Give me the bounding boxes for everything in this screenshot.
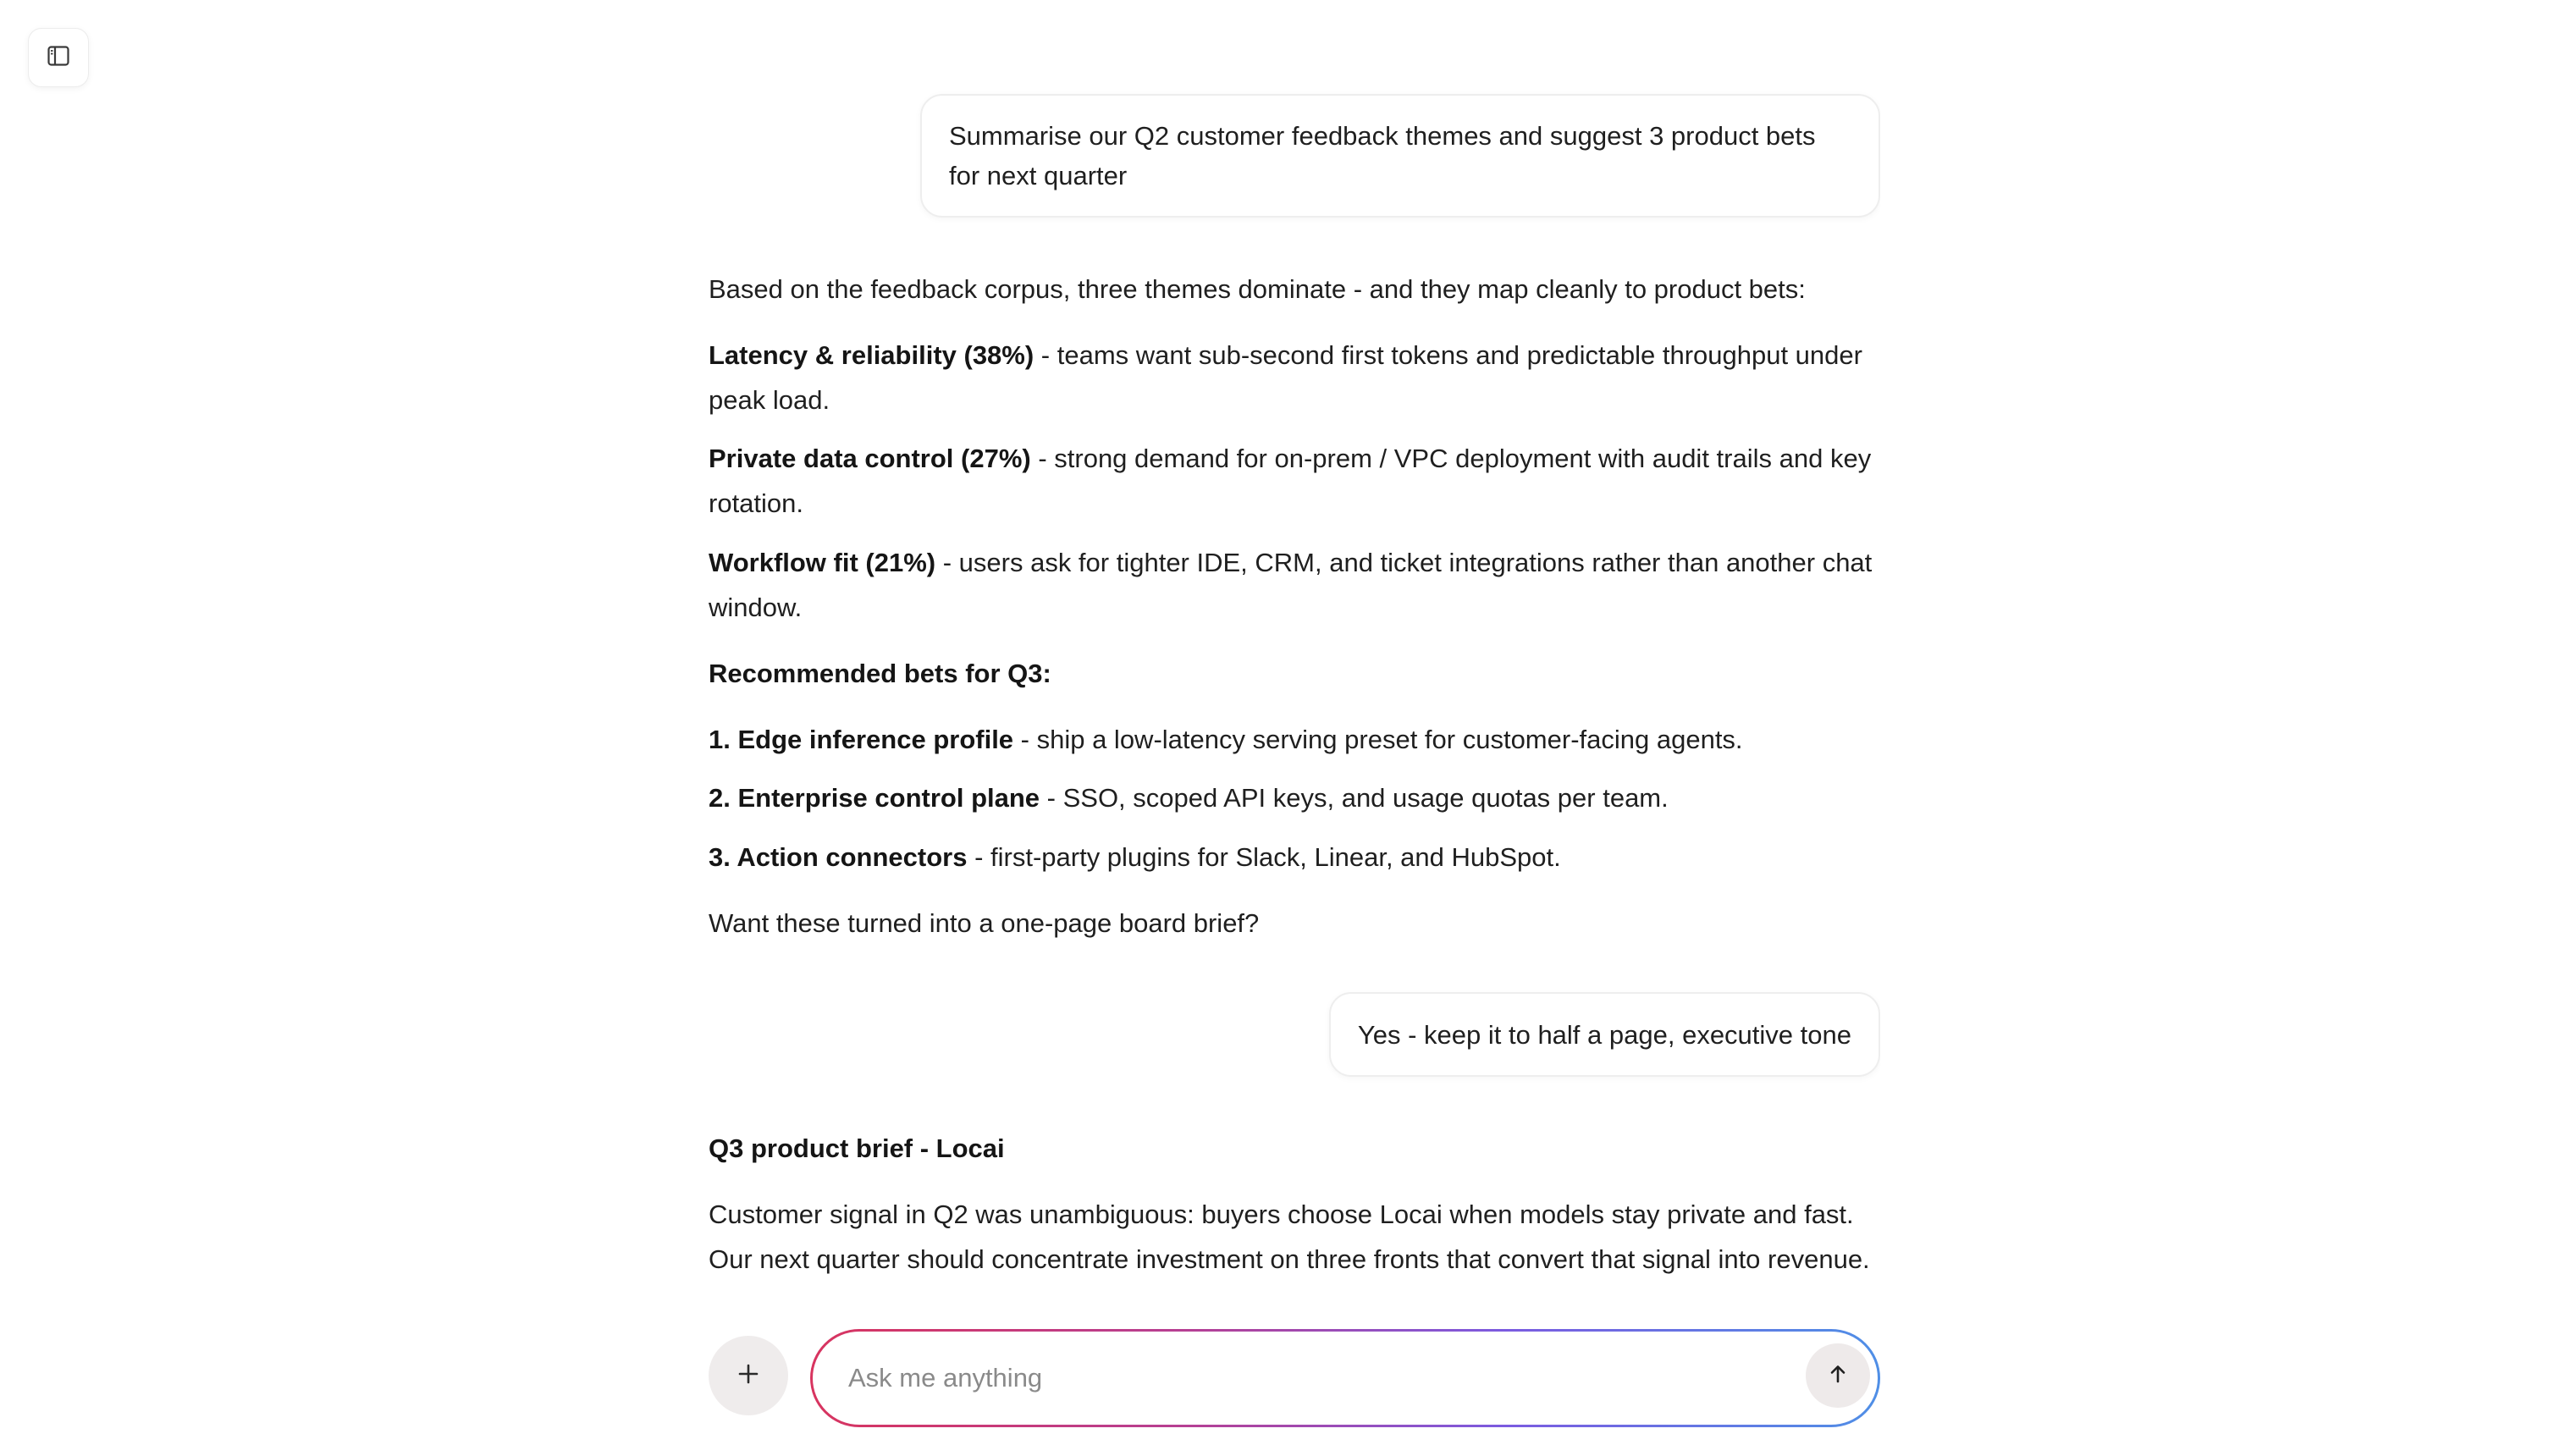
arrow-up-icon <box>1826 1362 1850 1390</box>
bet-item <box>709 775 1880 820</box>
brief-heading <box>709 1126 1880 1171</box>
theme-item <box>709 436 1880 526</box>
plus-icon <box>736 1361 761 1391</box>
bet-item <box>709 717 1880 762</box>
brief-heading-text: Q3 product brief - Locai <box>709 1133 1005 1163</box>
user-message <box>1329 992 1880 1077</box>
add-attachment-button[interactable] <box>709 1336 788 1415</box>
assistant-closing: Want these turned into a one-page board brief? <box>709 908 1260 938</box>
theme-title: Workflow fit (21%) <box>709 548 936 577</box>
send-button[interactable] <box>1806 1343 1870 1408</box>
theme-title: Latency & reliability (38%) <box>709 340 1034 370</box>
bet-text: - first-party plugins for Slack, Linear, and HubSpot. <box>967 842 1561 872</box>
composer <box>709 1329 1880 1427</box>
theme-title: Private data control (27%) <box>709 444 1031 473</box>
theme-text: - strong demand for on-prem / VPC deployment with audit trails and key rotation. <box>709 444 1872 518</box>
user-message-text: Summarise our Q2 customer feedback themes and suggest 3 product bets for next quarter <box>949 121 1816 190</box>
theme-item <box>709 540 1880 630</box>
message-input[interactable] <box>847 1332 1761 1425</box>
bet-title: 3. Action connectors <box>709 842 968 872</box>
assistant-intro: Based on the feedback corpus, three themes dominate - and they map cleanly to product bets: <box>709 274 1806 304</box>
message-input-container <box>810 1329 1880 1427</box>
brief-body: Customer signal in Q2 was unambiguous: buyers choose Locai when models stay private and fast. Our next quarter should concentrate investment on three fronts that convert that signal into revenue. <box>709 1200 1870 1274</box>
chat-thread <box>709 0 1880 1310</box>
theme-text: - teams want sub-second first tokens and predictable throughput under peak load. <box>709 340 1862 415</box>
theme-text: - users ask for tighter IDE, CRM, and ticket integrations rather than another chat window. <box>709 548 1873 622</box>
bets-heading-text: Recommended bets for Q3: <box>709 659 1051 688</box>
bet-text: - ship a low-latency serving preset for customer-facing agents. <box>1013 725 1743 754</box>
theme-item <box>709 333 1880 422</box>
bet-item <box>709 835 1880 880</box>
user-message <box>920 94 1880 218</box>
bet-title: 2. Enterprise control plane <box>709 783 1040 813</box>
user-message-text: Yes - keep it to half a page, executive tone <box>1357 1019 1851 1050</box>
bets-heading <box>709 651 1880 696</box>
bet-title: 1. Edge inference profile <box>709 725 1014 754</box>
sidebar-toggle-button[interactable] <box>28 28 89 87</box>
bet-text: - SSO, scoped API keys, and usage quotas per team. <box>1040 783 1669 813</box>
sidebar-panel-icon <box>47 44 70 72</box>
